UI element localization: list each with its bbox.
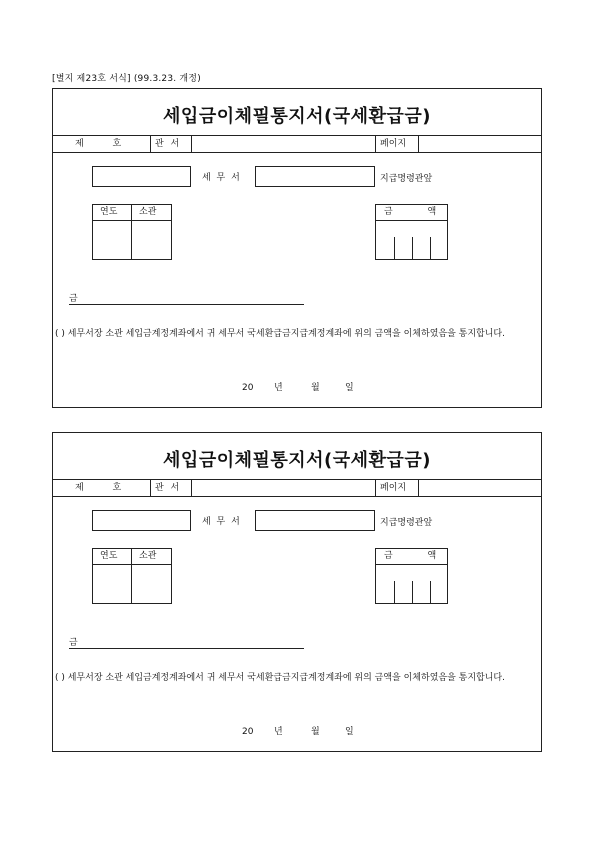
form-title: 세입금이체필통지서(국세환급금) xyxy=(163,450,431,471)
number-label: 제 호 xyxy=(75,483,122,493)
row-divider xyxy=(53,496,541,497)
payer-label: 지급명령관앞 xyxy=(380,174,433,184)
account-label: 소관 xyxy=(139,207,157,217)
cell-divider xyxy=(375,135,376,152)
money-amount-line[interactable] xyxy=(69,304,304,305)
notice-form-1 xyxy=(52,88,542,408)
office-label: 관 서 xyxy=(155,139,180,149)
date-day-unit: 일 xyxy=(345,727,354,737)
amount-digit-divider xyxy=(394,237,395,260)
table-divider xyxy=(375,564,448,565)
tax-office-label: 세 무 서 xyxy=(202,173,240,183)
form-header-note: [별지 제23호 서식] (99.3.23. 개정) xyxy=(52,74,201,84)
money-amount-line[interactable] xyxy=(69,648,304,649)
cell-divider xyxy=(150,479,151,496)
notice-body-text: ( ) 세무서장 소관 세입금계정계좌에서 귀 세무서 국세환급금지급계정계좌에 위의 금액을 이체하였음을 통지합니다. xyxy=(55,329,505,339)
amount-digit-divider xyxy=(430,581,431,604)
date-year-prefix: 20 xyxy=(242,383,254,393)
amount-label: 금 액 xyxy=(384,207,437,217)
date-year-prefix: 20 xyxy=(242,727,254,737)
cell-divider xyxy=(191,135,192,152)
cell-divider xyxy=(191,479,192,496)
office-label: 관 서 xyxy=(155,483,180,493)
year-label: 연도 xyxy=(100,207,118,217)
notice-body-text: ( ) 세무서장 소관 세입금계정계좌에서 귀 세무서 국세환급금지급계정계좌에 위의 금액을 이체하였음을 통지합니다. xyxy=(55,673,505,683)
number-label: 제 호 xyxy=(75,139,122,149)
cell-divider xyxy=(150,135,151,152)
cell-divider xyxy=(418,479,419,496)
date-year-unit: 년 xyxy=(274,727,283,737)
date-month-unit: 월 xyxy=(311,383,320,393)
money-label: 금 xyxy=(69,294,78,304)
account-label: 소관 xyxy=(139,551,157,561)
tax-office-label: 세 무 서 xyxy=(202,517,240,527)
page-label: 페이지 xyxy=(380,139,407,149)
date-month-unit: 월 xyxy=(311,727,320,737)
cell-divider xyxy=(375,479,376,496)
account-field[interactable] xyxy=(132,221,171,259)
notice-form-2 xyxy=(52,432,542,752)
amount-digit-divider xyxy=(412,581,413,604)
title-divider xyxy=(53,135,541,136)
tax-office-name-field[interactable] xyxy=(92,166,191,187)
year-field[interactable] xyxy=(93,565,130,603)
amount-digit-divider xyxy=(394,581,395,604)
form-title: 세입금이체필통지서(국세환급금) xyxy=(163,106,431,127)
table-divider xyxy=(375,220,448,221)
payer-name-field[interactable] xyxy=(255,510,375,531)
money-label: 금 xyxy=(69,638,78,648)
title-divider xyxy=(53,479,541,480)
payer-label: 지급명령관앞 xyxy=(380,518,433,528)
amount-digit-divider xyxy=(430,237,431,260)
amount-label: 금 액 xyxy=(384,551,437,561)
amount-digit-divider xyxy=(412,237,413,260)
account-field[interactable] xyxy=(132,565,171,603)
cell-divider xyxy=(418,135,419,152)
row-divider xyxy=(53,152,541,153)
payer-name-field[interactable] xyxy=(255,166,375,187)
tax-office-name-field[interactable] xyxy=(92,510,191,531)
date-year-unit: 년 xyxy=(274,383,283,393)
date-day-unit: 일 xyxy=(345,383,354,393)
page-label: 페이지 xyxy=(380,483,407,493)
year-label: 연도 xyxy=(100,551,118,561)
year-field[interactable] xyxy=(93,221,130,259)
